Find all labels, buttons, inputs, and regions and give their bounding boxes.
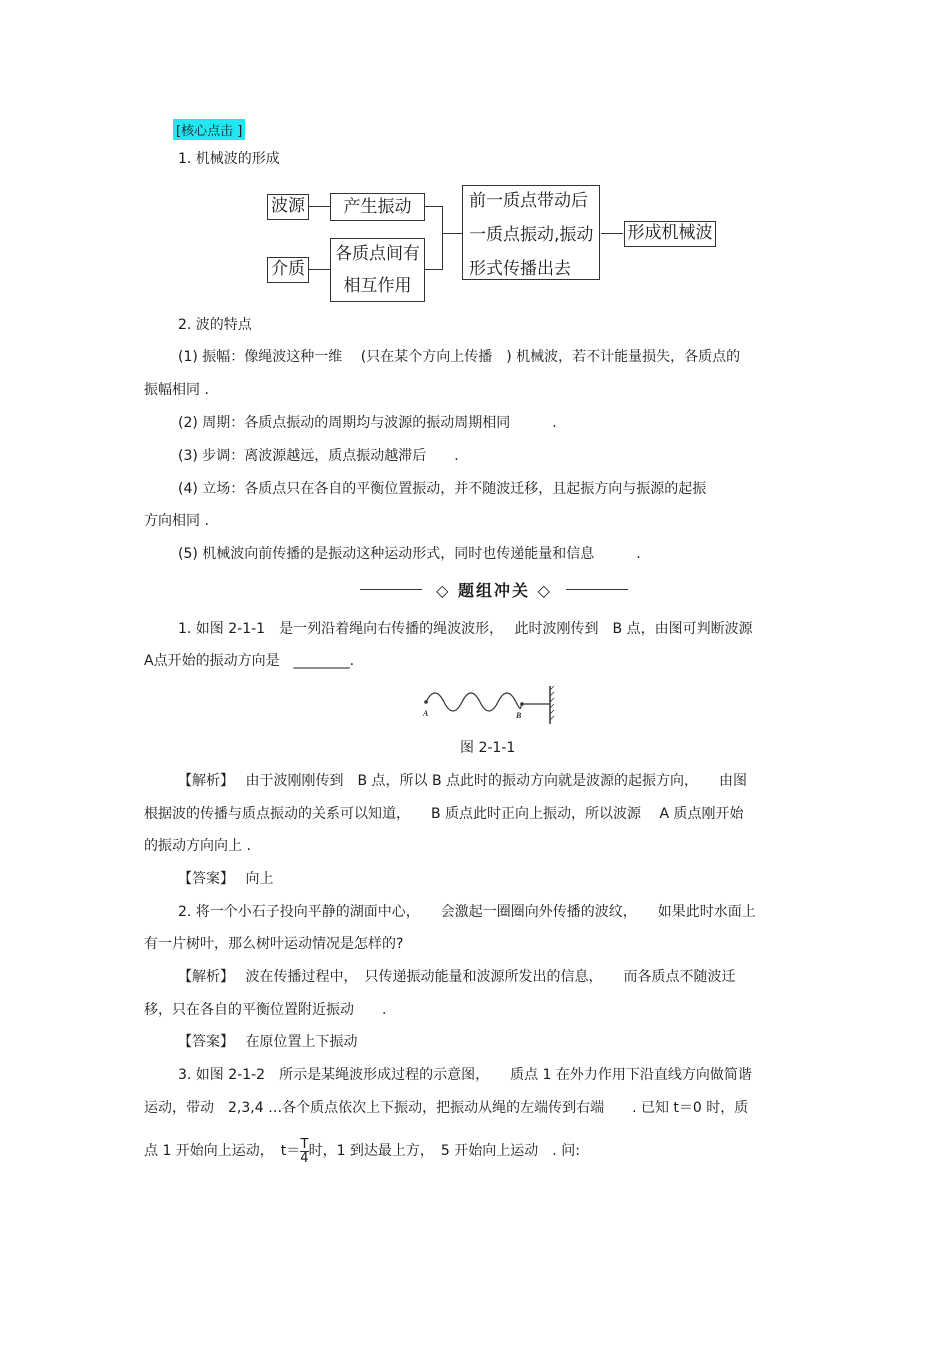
connector bbox=[424, 206, 442, 207]
connector bbox=[308, 269, 330, 270]
q2-analysis-cont: 移，只在各自的平衡位置附近振动 . bbox=[144, 1002, 387, 1018]
feature-4: (4) 立场：各质点只在各自的平衡位置振动，并不随波迁移，且起振方向与振源的起振 bbox=[178, 481, 707, 497]
section-banner bbox=[360, 578, 628, 602]
figure-caption: 图 2-1-1 bbox=[460, 740, 516, 756]
analysis-label: 【解析】 bbox=[178, 969, 227, 985]
diagram-interaction-box bbox=[330, 238, 425, 302]
q2-answer bbox=[178, 1032, 357, 1052]
label-a: A bbox=[423, 709, 429, 718]
feature-2: (2) 周期：各质点振动的周期均与波源的振动周期相同 . bbox=[178, 415, 557, 431]
feature-1-cont: 振幅相同 . bbox=[144, 382, 209, 398]
point-b bbox=[520, 702, 524, 706]
q3-text: 3. 如图 2-1-2 所示是某绳波形成过程的示意图， 质点 1 在外力作用下沿直线方向做简谐 bbox=[178, 1067, 752, 1083]
q1-text: 1. 如图 2-1-1 是一列沿着绳向右传播的绳波波形， 此时波刚传到 B 点，由图可判断波源 bbox=[178, 621, 753, 637]
answer-text: 在原位置上下振动 bbox=[245, 1034, 358, 1050]
rope-wave-figure bbox=[418, 682, 558, 726]
feature-3: (3) 步调：离波源越远，质点振动越滞后 . bbox=[178, 448, 459, 464]
analysis-text: 由于波刚刚传到 B 点，所以 B 点此时的振动方向就是波源的起振方向， 由图 bbox=[245, 773, 748, 789]
fraction-denominator: 4 bbox=[300, 1150, 309, 1166]
feature-1: (1) 振幅：像绳波这种一维 (只在某个方向上传播 ) 机械波，若不计能量损失，各质点的 bbox=[178, 349, 741, 365]
diagram-vibrate-box: 产生振动 bbox=[330, 193, 425, 221]
formation-diagram bbox=[260, 183, 730, 303]
q3-text-cont: 运动，带动 2,3,4 …各个质点依次上下振动，把振动从绳的左端传到右端 . 已知 t＝0 时，质 bbox=[144, 1100, 749, 1116]
analysis-text: 波在传播过程中， 只传递振动能量和波源所发出的信息， 而各质点不随波迁 bbox=[245, 969, 736, 985]
feature-4-cont: 方向相同 . bbox=[144, 513, 209, 529]
section-tag: [核心点击 ] bbox=[173, 119, 245, 140]
q3-pre: 点 1 开始向上运动， t＝ bbox=[144, 1143, 301, 1159]
fraction-t-over-4 bbox=[300, 1138, 308, 1165]
q2-text-cont: 有一片树叶，那么树叶运动情况是怎样的? bbox=[144, 936, 404, 952]
diagram-source-box: 波源 bbox=[267, 194, 309, 220]
process-line1: 前一质点带动后 bbox=[469, 191, 588, 211]
heading-features: 2. 波的特点 bbox=[178, 317, 252, 333]
process-line2: 一质点振动,振动 bbox=[469, 225, 594, 245]
analysis-label: 【解析】 bbox=[178, 773, 227, 789]
diagram-result-box: 形成机械波 bbox=[624, 221, 716, 247]
heading-formation: 1. 机械波的形成 bbox=[178, 151, 280, 167]
q2-text: 2. 将一个小石子投向平静的湖面中心， 会激起一圈圈向外传播的波纹， 如果此时水面上 bbox=[178, 904, 756, 920]
answer-label: 【答案】 bbox=[178, 1034, 227, 1050]
interaction-line2: 相互作用 bbox=[343, 276, 412, 296]
answer-text: 向上 bbox=[245, 871, 274, 887]
point-a bbox=[424, 700, 428, 704]
process-line3: 形式传播出去 bbox=[469, 259, 571, 279]
connector bbox=[442, 233, 462, 234]
q3-text-cont2 bbox=[144, 1134, 580, 1168]
bracket bbox=[442, 206, 443, 270]
label-b: B bbox=[516, 711, 522, 720]
q2-analysis bbox=[178, 967, 735, 987]
connector bbox=[424, 269, 442, 270]
q1-answer bbox=[178, 869, 273, 889]
q1-analysis-cont: 根据波的传播与质点振动的关系可以知道， B 质点此时正向上振动，所以波源 A 质点刚开始 bbox=[144, 806, 744, 822]
q3-post: 时，1 到达最上方， 5 开始向上运动 . 问: bbox=[308, 1143, 580, 1159]
diagram-process-box bbox=[462, 185, 600, 280]
q1-analysis bbox=[178, 771, 747, 791]
q1-text-cont: A点开始的振动方向是 ________. bbox=[144, 653, 355, 669]
connector bbox=[308, 206, 330, 207]
feature-5: (5) 机械波向前传播的是振动这种运动形式，同时也传递能量和信息 . bbox=[178, 546, 641, 562]
q1-analysis-cont2: 的振动方向向上 . bbox=[144, 838, 251, 854]
answer-label: 【答案】 bbox=[178, 871, 227, 887]
diagram-medium-box: 介质 bbox=[267, 257, 309, 283]
interaction-line1: 各质点间有 bbox=[335, 244, 420, 264]
connector bbox=[601, 233, 623, 234]
fraction-numerator: T bbox=[300, 1136, 309, 1152]
banner-title: ◇ 题组冲关 ◇ bbox=[436, 581, 552, 600]
wave-path bbox=[426, 693, 550, 711]
